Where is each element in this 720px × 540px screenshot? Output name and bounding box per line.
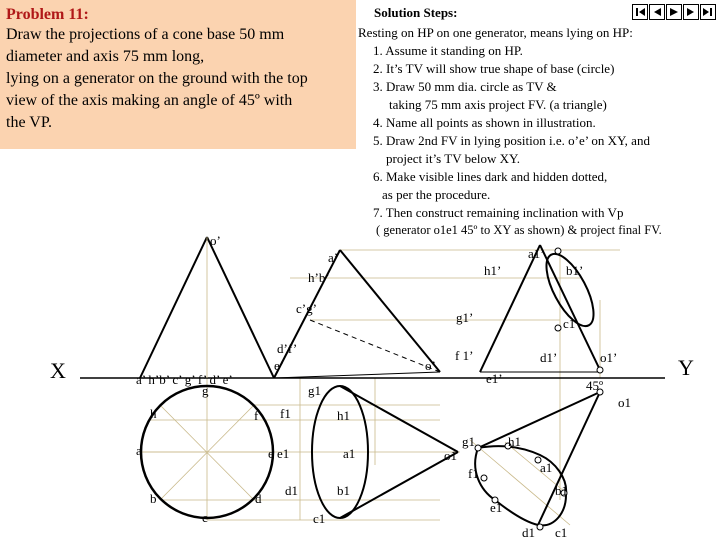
label-a1p: a1’ <box>528 246 545 261</box>
label-hb-fv: h’b’ <box>308 270 330 285</box>
solution-line: project it’s TV below XY. <box>386 151 520 166</box>
label-e1p: e1’ <box>486 371 503 386</box>
solution-line: ( generator o1e1 45º to XY as shown) & project final FV. <box>376 223 662 237</box>
label-o1-final: o1 <box>618 395 631 410</box>
solution-line: 4. Name all points as shown in illustration. <box>373 115 596 130</box>
label-h: h <box>150 406 157 421</box>
solution-line: 3. Draw 50 mm dia. circle as TV & <box>373 79 557 94</box>
solution-line: as per the procedure. <box>382 187 491 202</box>
problem-line: Draw the projections of a cone base 50 mm <box>6 26 285 43</box>
label-e1-final: e1 <box>490 500 503 515</box>
label-e-fv: e’ <box>274 358 285 373</box>
problem-title: Problem 11: <box>6 6 89 23</box>
label-f1-final: f1 <box>468 466 479 481</box>
label-xy-row: a’ h’b’ c’ g’ f’ d’ e’ <box>136 372 233 387</box>
problem-line: lying on a generator on the ground with the top <box>6 70 308 87</box>
label-a: a <box>136 443 142 458</box>
label-c: c <box>202 510 208 525</box>
label-o-fv2: o’ <box>425 358 436 373</box>
label-c1p: c1 <box>563 316 576 331</box>
label-b1-final: b1 <box>555 483 568 498</box>
label-g1-final: g1 <box>462 434 475 449</box>
x-label: X <box>50 358 66 383</box>
problem-line: the VP. <box>6 114 52 131</box>
solution-line: 7. Then construct remaining inclination with Vp <box>373 205 624 220</box>
solution-line: 2. It’s TV will show true shape of base (circle) <box>373 61 615 76</box>
label-df-fv: d’f’ <box>277 341 298 356</box>
point-markers <box>475 248 603 530</box>
label-cg-fv: c’g’ <box>296 301 317 316</box>
label-b1: b1 <box>337 483 350 498</box>
y-label: Y <box>678 355 694 380</box>
label-a1-final: a1 <box>540 460 553 475</box>
label-c1-final: c1 <box>555 525 568 540</box>
label-g1p: g1’ <box>456 310 474 325</box>
drawing-labels <box>50 233 694 540</box>
label-o-fv: o’ <box>210 233 221 248</box>
solution-line: Resting on HP on one generator, means lying on HP: <box>358 25 633 40</box>
label-f1p: f 1’ <box>455 348 474 363</box>
label-o1p: o1’ <box>600 350 618 365</box>
label-d1p: d1’ <box>540 350 558 365</box>
solution-line: 1. Assume it standing on HP. <box>373 43 523 58</box>
label-d: d <box>255 491 262 506</box>
label-e: e <box>268 446 274 461</box>
label-h1p: h1’ <box>484 263 502 278</box>
problem-line: diameter and axis 75 mm long, <box>6 48 205 65</box>
label-f1: f1 <box>280 406 291 421</box>
first-front-view <box>140 237 274 378</box>
label-f: f <box>254 408 259 423</box>
label-e1: e1 <box>277 446 290 461</box>
solution-title: Solution Steps: <box>374 5 458 20</box>
label-angle: 45º <box>586 378 604 393</box>
label-g: g <box>202 383 209 398</box>
construction-lines <box>140 250 620 525</box>
label-a1: a1 <box>343 446 356 461</box>
solution-line: 6. Make visible lines dark and hidden dotted, <box>373 169 608 184</box>
problem-line: view of the axis making an angle of 45º with <box>6 92 293 109</box>
label-d1-final: d1 <box>522 525 535 540</box>
label-h1: h1 <box>337 408 350 423</box>
label-h1-final: h1 <box>508 434 521 449</box>
label-c1: c1 <box>313 511 326 526</box>
label-o1: o1 <box>444 448 457 463</box>
label-g1: g1 <box>308 383 321 398</box>
label-d1: d1 <box>285 483 298 498</box>
label-b: b <box>150 491 157 506</box>
label-a-fv: a’ <box>328 250 339 265</box>
label-b1p: b1’ <box>566 263 584 278</box>
solution-line: taking 75 mm axis project FV. (a triangle) <box>389 97 607 112</box>
solution-line: 5. Draw 2nd FV in lying position i.e. o’e’ on XY, and <box>373 133 650 148</box>
